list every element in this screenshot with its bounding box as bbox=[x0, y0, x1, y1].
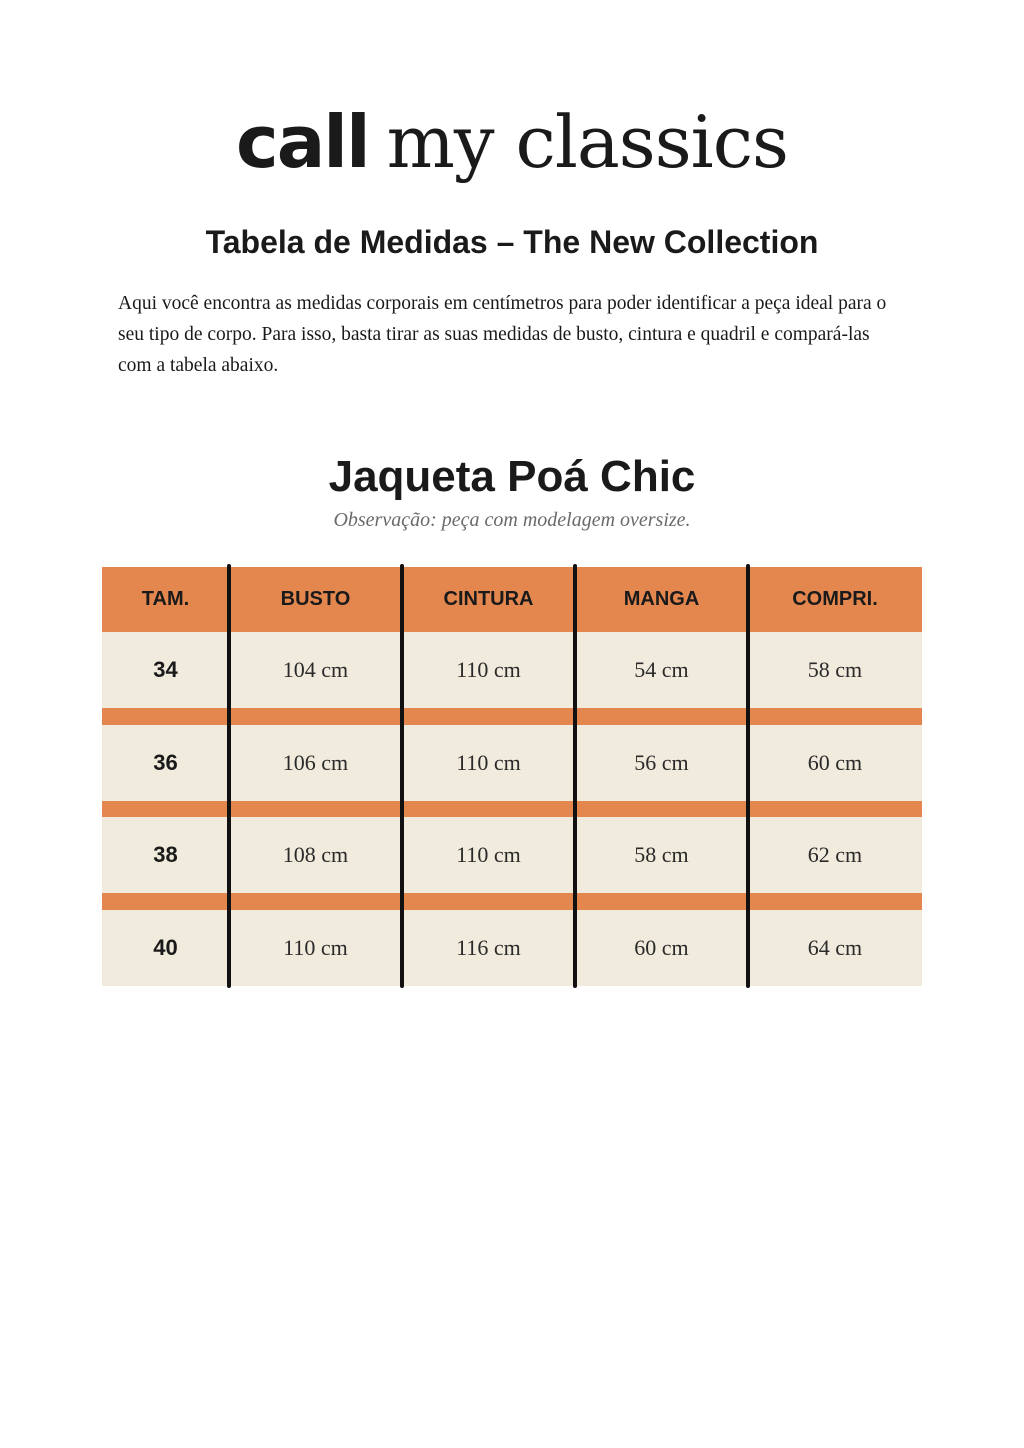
measurement-cell: 108 cm bbox=[282, 842, 349, 867]
size-label-cell: 40 bbox=[153, 935, 178, 960]
measurement-cell: 58 cm bbox=[807, 657, 863, 682]
measurement-cell: 106 cm bbox=[282, 750, 349, 775]
column-divider bbox=[400, 564, 404, 988]
column-divider bbox=[573, 564, 577, 988]
brand-logo bbox=[0, 102, 1024, 183]
column-header: MANGA bbox=[623, 588, 700, 610]
measurement-cell: 104 cm bbox=[282, 657, 349, 682]
column-header: COMPRI. bbox=[792, 588, 878, 610]
size-label-cell: 36 bbox=[153, 750, 178, 775]
measurement-cell: 64 cm bbox=[807, 935, 863, 960]
measurement-cell: 110 cm bbox=[456, 657, 521, 682]
column-divider bbox=[227, 564, 231, 988]
size-label-cell: 34 bbox=[153, 657, 178, 682]
measurement-cell: 54 cm bbox=[634, 657, 689, 682]
logo-bold-word: call bbox=[236, 100, 369, 184]
size-label-cell: 38 bbox=[153, 842, 178, 867]
measurement-cell: 116 cm bbox=[456, 935, 521, 960]
measurement-cell: 110 cm bbox=[456, 750, 521, 775]
measurement-cell: 58 cm bbox=[634, 842, 689, 867]
measurement-cell: 60 cm bbox=[807, 750, 863, 775]
column-divider bbox=[746, 564, 750, 988]
page-title: Tabela de Medidas – The New Collection bbox=[205, 224, 819, 260]
measurement-cell: 110 cm bbox=[456, 842, 521, 867]
column-header: CINTURA bbox=[443, 588, 534, 610]
column-header: BUSTO bbox=[280, 588, 351, 610]
logo-serif-words: my classics bbox=[386, 100, 788, 184]
size-table bbox=[102, 567, 922, 986]
measurement-cell: 60 cm bbox=[634, 935, 689, 960]
intro-paragraph: Aqui você encontra as medidas corporais em centímetros para poder identificar a peça ideal para o seu tipo de corpo. Para isso, basta tirar as suas medidas de busto, cintura e quadril e compará-las com a tabela abaixo. bbox=[118, 293, 887, 376]
measurement-cell: 56 cm bbox=[634, 750, 689, 775]
product-title: Jaqueta Poá Chic bbox=[328, 452, 696, 501]
column-header: TAM. bbox=[141, 588, 190, 610]
measurement-cell: 62 cm bbox=[807, 842, 863, 867]
product-note: Observação: peça com modelagem oversize. bbox=[333, 509, 691, 531]
measurement-cell: 110 cm bbox=[283, 935, 348, 960]
